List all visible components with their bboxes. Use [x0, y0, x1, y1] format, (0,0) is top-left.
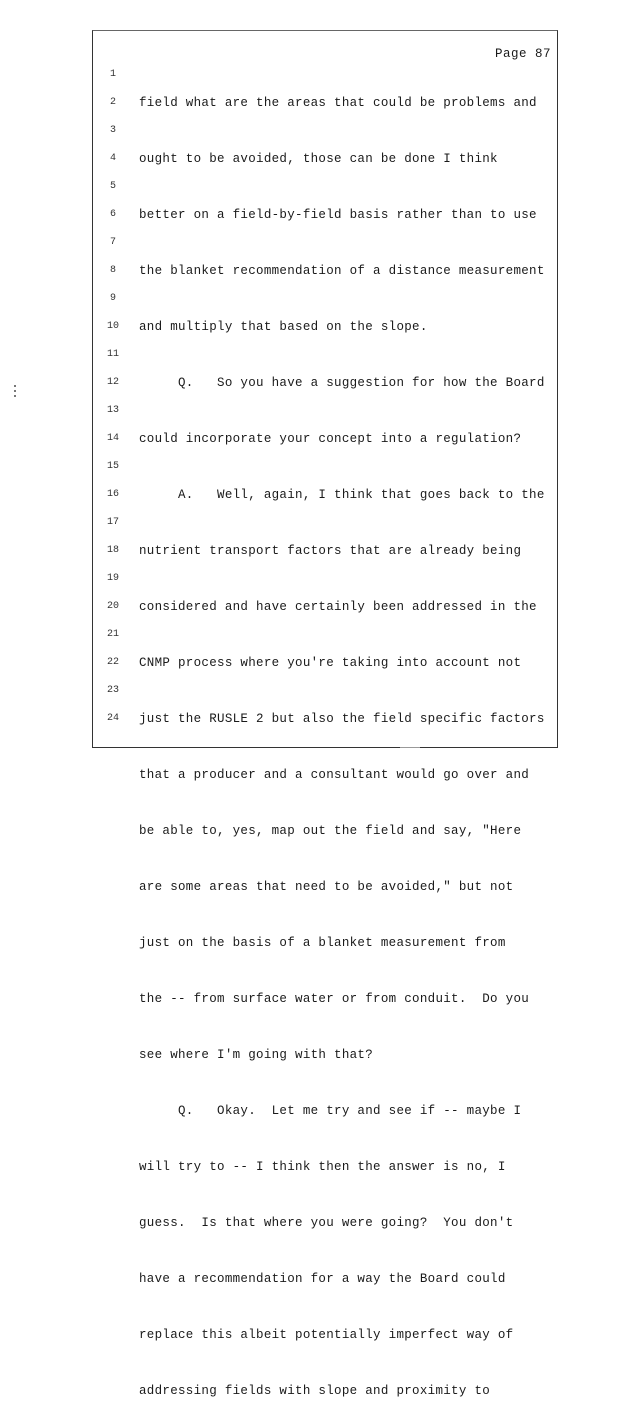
transcript-line: A. Well, again, I think that goes back to the	[139, 488, 545, 502]
line-number: 4	[109, 153, 116, 164]
line-number: 5	[109, 181, 116, 192]
line-number: 8	[109, 265, 116, 276]
line-number: 19	[106, 573, 119, 584]
transcript-line: see where I'm going with that?	[139, 1048, 374, 1062]
line-number: 24	[106, 713, 119, 724]
line-number: 12	[106, 377, 119, 388]
transcript-line: replace this albeit potentially imperfect way of	[139, 1328, 514, 1342]
line-number: 18	[106, 545, 119, 556]
transcript-line: just on the basis of a blanket measurement from	[139, 936, 506, 950]
line-number: 20	[106, 601, 119, 612]
transcript-line: the blanket recommendation of a distance measurement	[139, 264, 545, 278]
line-number: 1	[109, 69, 116, 80]
line-number-column	[100, 66, 126, 738]
transcript-line: are some areas that need to be avoided," but not	[139, 880, 514, 894]
scan-edge-mark	[12, 382, 18, 404]
line-number: 16	[106, 489, 119, 500]
line-number: 13	[106, 405, 119, 416]
transcript-line: will try to -- I think then the answer is no, I	[139, 1160, 506, 1174]
line-number: 22	[106, 657, 119, 668]
transcript-line: considered and have certainly been addressed in the	[139, 600, 537, 614]
line-number: 15	[106, 461, 119, 472]
transcript-line: that a producer and a consultant would go over and	[139, 768, 530, 782]
line-number: 21	[106, 629, 119, 640]
transcript-line: be able to, yes, map out the field and say, "Here	[139, 824, 522, 838]
transcript-line: and multiply that based on the slope.	[139, 320, 428, 334]
transcript-body	[139, 66, 551, 1424]
transcript-line: addressing fields with slope and proximity to	[139, 1384, 491, 1398]
line-number: 3	[109, 125, 116, 136]
transcript-line: the -- from surface water or from conduit. Do you	[139, 992, 530, 1006]
line-number: 10	[106, 321, 119, 332]
line-number: 11	[106, 349, 119, 360]
line-number: 9	[109, 293, 116, 304]
transcript-line: nutrient transport factors that are already being	[139, 544, 522, 558]
transcript-line: Q. So you have a suggestion for how the Board	[139, 376, 545, 390]
line-number: 23	[106, 685, 119, 696]
page-number: Page 87	[494, 47, 551, 61]
line-number: 6	[109, 209, 116, 220]
transcript-line: could incorporate your concept into a regulation?	[139, 432, 522, 446]
line-number: 7	[109, 237, 116, 248]
scan-bottom-mark	[400, 747, 420, 748]
line-number: 2	[109, 97, 116, 108]
transcript-line: better on a field-by-field basis rather than to use	[139, 208, 537, 222]
transcript-line: have a recommendation for a way the Board could	[139, 1272, 506, 1286]
transcript-line: Q. Okay. Let me try and see if -- maybe I	[139, 1104, 522, 1118]
transcript-line: just the RUSLE 2 but also the field specific factors	[139, 712, 545, 726]
line-number: 14	[106, 433, 119, 444]
line-number: 17	[106, 517, 119, 528]
transcript-line: guess. Is that where you were going? You don't	[139, 1216, 514, 1230]
transcript-line: field what are the areas that could be problems and	[139, 96, 537, 110]
transcript-line: ought to be avoided, those can be done I think	[139, 152, 498, 166]
transcript-line: CNMP process where you're taking into account not	[139, 656, 522, 670]
